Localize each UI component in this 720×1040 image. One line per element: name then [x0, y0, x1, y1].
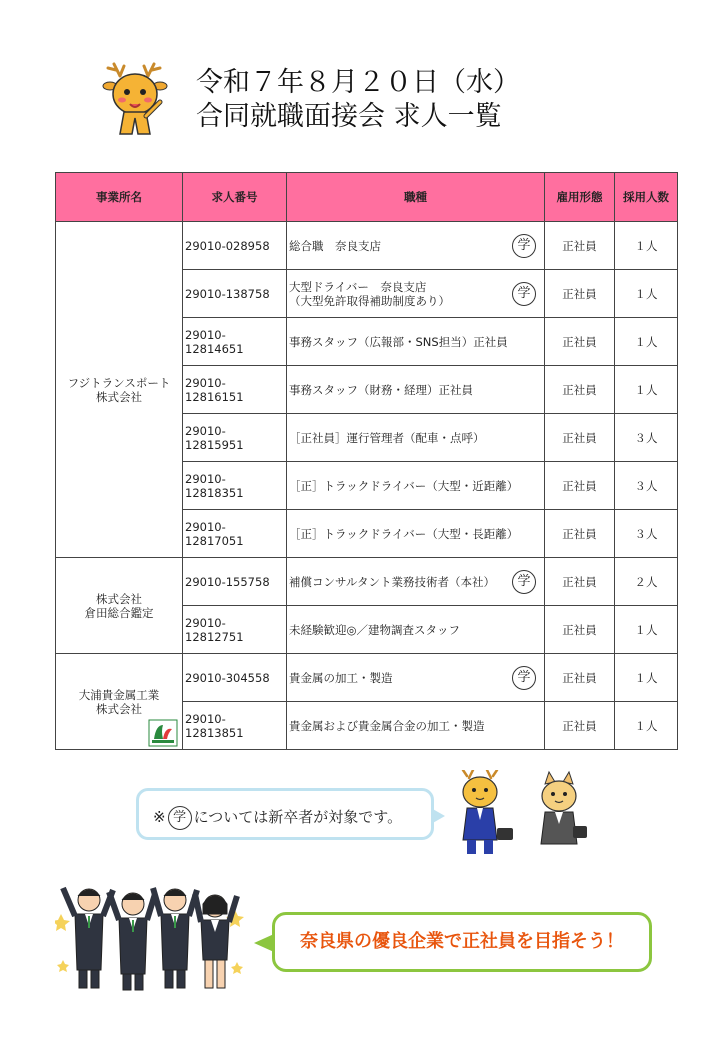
job-title-cell: [287, 510, 545, 558]
header-hire-count: 採用人数: [615, 173, 678, 222]
hire-count: １人: [615, 366, 678, 414]
job-title-cell: [287, 654, 545, 702]
job-title: 補償コンサルタント業務技術者（本社）: [289, 574, 495, 589]
employment-type: 正社員: [545, 654, 615, 702]
header-job-number: 求人番号: [183, 173, 287, 222]
job-title-cell: [287, 414, 545, 462]
employment-type: 正社員: [545, 318, 615, 366]
employment-type: 正社員: [545, 558, 615, 606]
hire-count: １人: [615, 606, 678, 654]
hire-count: ３人: [615, 462, 678, 510]
cheering-workers-icon: [55, 870, 245, 992]
company-cell: [56, 222, 183, 558]
job-number: 29010-12817051: [183, 510, 287, 558]
job-title: 事務スタッフ（財務・経理）正社員: [289, 382, 473, 397]
job-title: 貴金属の加工・製造: [289, 670, 393, 685]
hire-count: ３人: [615, 510, 678, 558]
gaku-badge-icon: 学: [512, 282, 536, 306]
company-name-line1: 株式会社: [96, 591, 142, 606]
gaku-badge-icon: 学: [168, 806, 192, 830]
job-title-cell: [287, 270, 545, 318]
job-title: ［正社員］運行管理者（配車・点呼）: [289, 430, 485, 445]
hire-count: ３人: [615, 414, 678, 462]
slogan-text: 奈良県の優良企業で正社員を目指そう！: [300, 931, 624, 952]
job-title: ［正］トラックドライバー（大型・長距離）: [289, 526, 519, 541]
job-number: 29010-304558: [183, 654, 287, 702]
header-company: 事業所名: [56, 173, 183, 222]
job-number: 29010-12816151: [183, 366, 287, 414]
job-number: 29010-12813851: [183, 702, 287, 750]
job-title: 大型ドライバー 奈良支店: [289, 279, 427, 294]
table-row: [56, 654, 678, 702]
company-logo-icon: [148, 719, 178, 747]
job-title-cell: [287, 558, 545, 606]
business-deer-icon: [455, 770, 605, 860]
job-title: ［正］トラックドライバー（大型・近距離）: [289, 478, 519, 493]
gaku-badge-icon: 学: [512, 666, 536, 690]
hire-count: １人: [615, 270, 678, 318]
job-number: 29010-028958: [183, 222, 287, 270]
job-title-cell: [287, 366, 545, 414]
company-name-line1: 大浦貴金属工業: [78, 687, 160, 702]
job-listing-table: [55, 172, 678, 750]
company-name-line2: 株式会社: [96, 701, 142, 716]
job-title-sub: （大型免許取得補助制度あり）: [289, 293, 450, 308]
job-title-cell: [287, 606, 545, 654]
gaku-badge-icon: 学: [512, 234, 536, 258]
job-number: 29010-12812751: [183, 606, 287, 654]
slogan-bubble-tail: [254, 934, 274, 952]
employment-type: 正社員: [545, 366, 615, 414]
header-employment-type: 雇用形態: [545, 173, 615, 222]
company-name-line2: 倉田総合鑑定: [84, 605, 154, 620]
slogan-bubble: [272, 912, 652, 972]
note-bubble-tail: [431, 808, 445, 824]
employment-type: 正社員: [545, 270, 615, 318]
job-number: 29010-138758: [183, 270, 287, 318]
company-cell: [56, 558, 183, 654]
hire-count: １人: [615, 222, 678, 270]
hire-count: １人: [615, 654, 678, 702]
note-bubble: [136, 788, 434, 840]
employment-type: 正社員: [545, 462, 615, 510]
employment-type: 正社員: [545, 510, 615, 558]
table-row: [56, 558, 678, 606]
title-line-2: 合同就職面接会 求人一覧: [196, 101, 502, 132]
employment-type: 正社員: [545, 414, 615, 462]
job-title-cell: [287, 222, 545, 270]
note-text: については新卒者が対象です。: [193, 808, 403, 826]
employment-type: 正社員: [545, 606, 615, 654]
job-number: 29010-12818351: [183, 462, 287, 510]
job-number: 29010-155758: [183, 558, 287, 606]
hire-count: １人: [615, 318, 678, 366]
job-title-cell: [287, 318, 545, 366]
title-line-1: 令和７年８月２０日（水）: [196, 67, 520, 98]
company-cell: [56, 654, 183, 750]
job-title-cell: [287, 702, 545, 750]
table-row: [56, 222, 678, 270]
employment-type: 正社員: [545, 222, 615, 270]
company-name-line1: フジトランスポート: [67, 375, 171, 390]
company-name-line2: 株式会社: [96, 389, 142, 404]
deer-mascot-icon: [102, 62, 168, 142]
job-number: 29010-12814651: [183, 318, 287, 366]
header-job-type: 職種: [287, 173, 545, 222]
job-title: 貴金属および貴金属合金の加工・製造: [289, 718, 485, 733]
job-title: 総合職 奈良支店: [289, 238, 381, 253]
page-title: [196, 66, 520, 134]
hire-count: ２人: [615, 558, 678, 606]
gaku-badge-icon: 学: [512, 570, 536, 594]
job-title-cell: [287, 462, 545, 510]
table-header-row: [56, 173, 678, 222]
note-prefix: ※: [153, 808, 166, 826]
hire-count: １人: [615, 702, 678, 750]
job-title: 未経験歓迎◎／建物調査スタッフ: [289, 622, 461, 637]
job-title: 事務スタッフ（広報部・SNS担当）正社員: [289, 334, 508, 349]
job-number: 29010-12815951: [183, 414, 287, 462]
employment-type: 正社員: [545, 702, 615, 750]
